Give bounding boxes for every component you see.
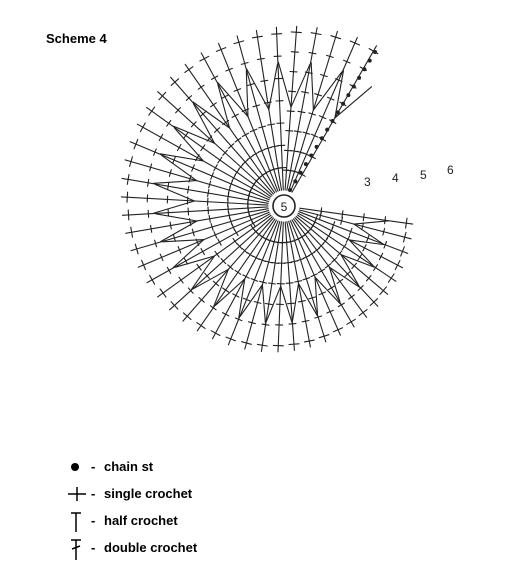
- stitch-spoke: [138, 212, 269, 269]
- row-number-4: 4: [392, 171, 399, 185]
- scheme-title: Scheme 4: [46, 31, 107, 46]
- stitch-spoke: [292, 220, 355, 327]
- stitch-spoke: [170, 217, 273, 310]
- legend-item-dc: - double crochet: [64, 537, 304, 564]
- center-ring-label: 5: [280, 200, 288, 214]
- legend-item-chain: - chain st: [64, 456, 304, 483]
- chain-dot: [331, 119, 335, 123]
- chain-dot: [309, 154, 313, 158]
- row-numbers: [364, 163, 454, 189]
- stitch-spoke: [130, 140, 269, 200]
- chain-dot: [362, 67, 366, 71]
- legend-label-chain: chain st: [104, 459, 154, 474]
- legend: [64, 456, 304, 564]
- stitch-spoke: [121, 185, 268, 214]
- legend-item-sc: - single crochet: [64, 483, 304, 510]
- chain-stitch-icon: [64, 456, 88, 480]
- chain-dot: [368, 59, 372, 63]
- stitch-spoke: [125, 155, 269, 201]
- chain-dot: [288, 188, 292, 192]
- legend-label-sc: single crochet: [104, 486, 193, 501]
- chain-dot: [357, 76, 361, 80]
- half-crochet-icon: [64, 510, 88, 534]
- stitch-spoke: [287, 222, 318, 347]
- chain-dot: [304, 162, 308, 166]
- row-number-6: 6: [447, 163, 454, 177]
- chain-dot: [299, 171, 303, 175]
- stitch-spoke: [289, 31, 342, 190]
- stitch-spoke: [137, 123, 270, 198]
- chain-dot: [373, 50, 377, 54]
- legend-label-dc: double crochet: [104, 540, 198, 555]
- chain-dot: [346, 93, 350, 97]
- row-number-3: 3: [364, 175, 371, 189]
- chain-dot: [341, 102, 345, 106]
- stitch-spoke: [295, 218, 378, 307]
- single-crochet-icon: [64, 483, 88, 507]
- row-number-5: 5: [420, 168, 427, 182]
- stitch-spoke: [147, 214, 270, 284]
- legend-item-hdc: - half crochet: [64, 510, 304, 537]
- chain-dot: [336, 110, 340, 114]
- double-crochet-icon: [64, 537, 88, 561]
- chain-dot: [325, 128, 329, 132]
- stitch-spoke: [272, 27, 286, 190]
- stitch-spoke: [300, 210, 412, 243]
- chain-dot: [352, 85, 356, 89]
- chain-stitch-dots: [288, 50, 377, 192]
- stitch-spokes: [121, 26, 412, 352]
- stitch-spoke: [216, 43, 278, 191]
- legend-label-hdc: half crochet: [104, 513, 178, 528]
- chain-dot: [293, 179, 297, 183]
- stitch-spoke: [247, 31, 282, 191]
- chain-dot: [320, 136, 324, 140]
- chain-dot: [315, 145, 319, 149]
